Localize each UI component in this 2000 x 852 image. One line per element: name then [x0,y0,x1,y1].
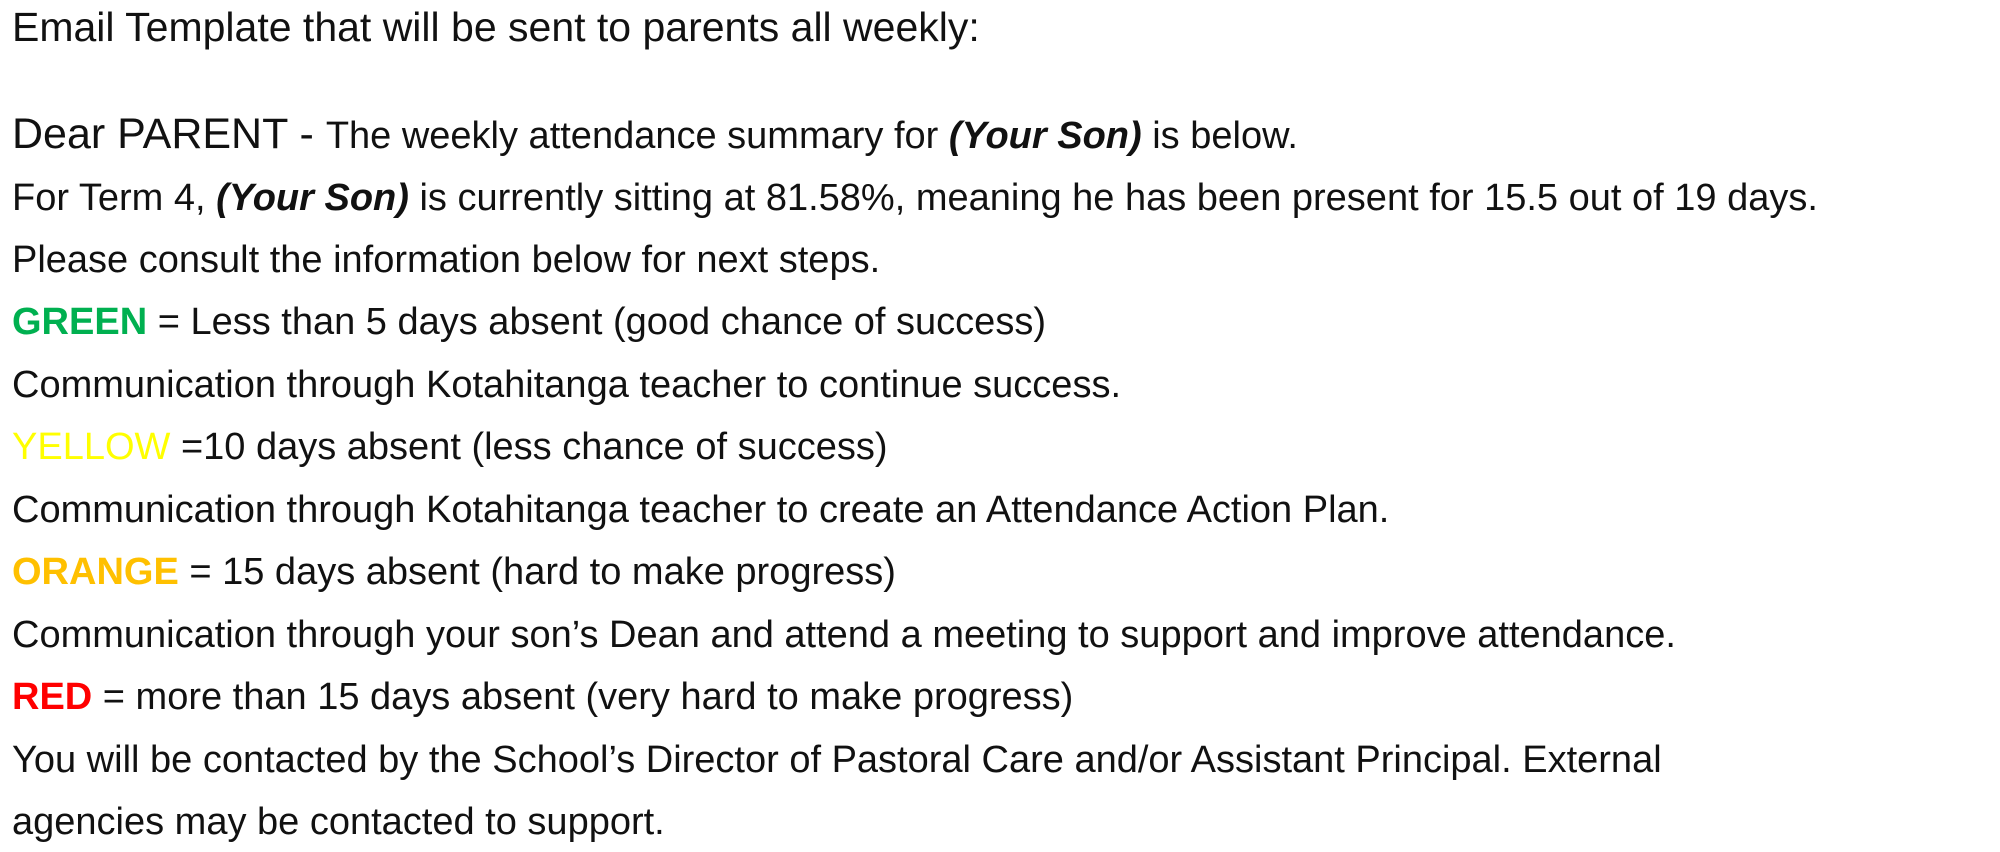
greeting-line [12,111,1298,159]
orange-tag: ORANGE [12,551,179,593]
term-summary-line [12,175,1818,221]
term-son: (Your Son) [216,177,409,219]
green-criteria-line [12,299,1046,345]
yellow-tag: YELLOW [12,426,171,468]
green-criteria: = Less than 5 days absent (good chance of success) [147,301,1046,343]
red-action-line-continued: agencies may be contacted to support. [12,801,665,843]
red-criteria-line [12,674,1073,720]
orange-criteria: = 15 days absent (hard to make progress) [178,551,896,593]
consult-line: Please consult the information below for next steps. [12,239,881,281]
red-action-line: You will be contacted by the School’s Director of Pastoral Care and/or Assistant Principal. External [12,739,1662,781]
greeting-text: The weekly attendance summary for [325,115,949,157]
greeting-son: (Your Son) [948,115,1142,157]
document-title: Email Template that will be sent to parents all weekly: [12,4,980,50]
yellow-criteria: =10 days absent (less chance of success) [170,426,888,468]
greeting-salutation: Dear PARENT - [12,110,326,158]
red-criteria: = more than 15 days absent (very hard to make progress) [92,676,1074,718]
green-action-line: Communication through Kotahitanga teacher to continue success. [12,364,1121,406]
term-text-end: is currently sitting at 81.58%, meaning he has been present for 15.5 out of 19 days. [408,177,1818,219]
orange-criteria-line [12,549,896,595]
yellow-criteria-line [12,424,888,470]
orange-action-line: Communication through your son’s Dean and attend a meeting to support and improve attendance. [12,614,1676,656]
red-tag: RED [12,676,93,718]
yellow-action-line: Communication through Kotahitanga teacher to create an Attendance Action Plan. [12,489,1390,531]
green-tag: GREEN [12,301,148,343]
greeting-text-end: is below. [1141,115,1298,157]
term-text: For Term 4, [12,177,217,219]
